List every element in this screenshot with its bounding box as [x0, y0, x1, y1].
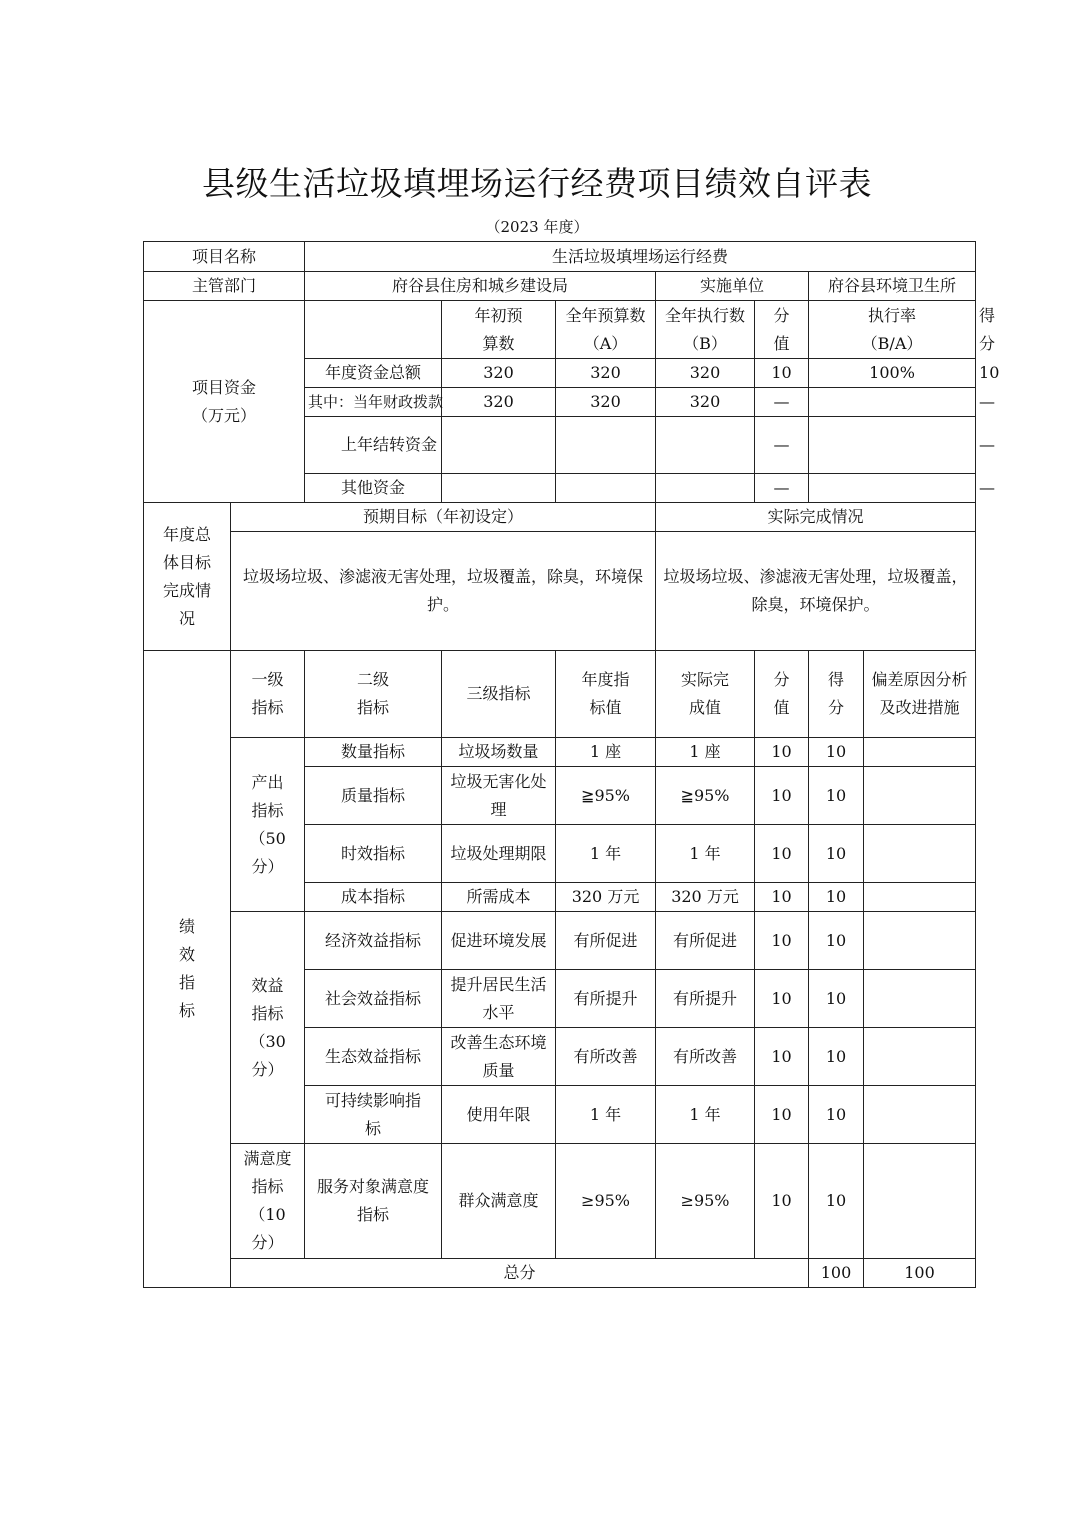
indicator-level2: 服务对象满意度指标	[305, 1144, 442, 1259]
funds-cell: 10	[755, 359, 809, 388]
indicator-level3: 群众满意度	[442, 1144, 556, 1259]
indicator-row	[144, 738, 976, 767]
indicator-actual: 有所提升	[656, 970, 755, 1028]
goals-text-row	[144, 532, 976, 651]
funds-row: 上年结转资金 — —	[144, 417, 976, 474]
indicator-row	[144, 912, 976, 970]
goals-label: 年度总体目标完成情况	[144, 503, 231, 651]
indicator-score: 10	[755, 912, 809, 970]
funds-row: 年度资金总额 320 320 320 10 100% 10	[144, 359, 976, 388]
indicator-level3: 所需成本	[442, 883, 556, 912]
funds-label: 项目资金 （万元）	[144, 301, 305, 503]
unit-label: 实施单位	[656, 272, 809, 301]
indicator-level3: 提升居民生活水平	[442, 970, 556, 1028]
indicator-got: 10	[809, 883, 864, 912]
indicator-note	[864, 912, 976, 970]
department-row	[144, 272, 976, 301]
funds-header-initial: 年初预算数	[442, 301, 556, 359]
indicator-level3: 垃圾处理期限	[442, 825, 556, 883]
goals-actual-text: 垃圾场垃圾、渗滤液无害处理，垃圾覆盖，除臭，环境保护。	[656, 532, 976, 651]
funds-cell	[656, 474, 755, 503]
funds-cell: —	[755, 474, 809, 503]
indicator-level2: 数量指标	[305, 738, 442, 767]
header-got: 得分	[809, 651, 864, 738]
indicator-actual: 1 年	[656, 825, 755, 883]
funds-cell: 320	[656, 359, 755, 388]
indicator-level2: 时效指标	[305, 825, 442, 883]
indicator-note	[864, 1028, 976, 1086]
indicator-note	[864, 738, 976, 767]
indicator-target: 1 年	[556, 1086, 656, 1144]
indicator-row	[144, 1144, 976, 1259]
indicator-got: 10	[809, 912, 864, 970]
funds-cell: 320	[442, 388, 556, 417]
group-label-benefit: 效益指标（30分）	[231, 912, 305, 1144]
goals-header-row	[144, 503, 976, 532]
indicator-level2: 质量指标	[305, 767, 442, 825]
indicator-actual: 1 年	[656, 1086, 755, 1144]
indicator-note	[864, 825, 976, 883]
indicator-note	[864, 1086, 976, 1144]
dept-label: 主管部门	[144, 272, 305, 301]
indicator-target: 有所促进	[556, 912, 656, 970]
funds-cell	[809, 417, 976, 474]
indicator-target: 有所改善	[556, 1028, 656, 1086]
goals-expected-label: 预期目标（年初设定）	[231, 503, 656, 532]
funds-cell: 100%	[809, 359, 976, 388]
indicator-got: 10	[809, 825, 864, 883]
total-score: 100	[809, 1259, 864, 1288]
funds-cell	[656, 417, 755, 474]
goals-expected-text: 垃圾场垃圾、渗滤液无害处理，垃圾覆盖，除臭，环境保护。	[231, 532, 656, 651]
funds-header-annual: 全年预算数（A）	[556, 301, 656, 359]
group-label-satisfaction: 满意度指标（10分）	[231, 1144, 305, 1259]
indicator-score: 10	[755, 1144, 809, 1259]
funds-header-row: 项目资金 （万元） 年初预算数 全年预算数（A） 全年执行数（B） 分值 执行率（B/A） 得分	[144, 301, 976, 359]
indicator-got: 10	[809, 767, 864, 825]
funds-cell	[556, 474, 656, 503]
indicator-target: 1 年	[556, 825, 656, 883]
header-level1: 一级指标	[231, 651, 305, 738]
indicator-target: 有所提升	[556, 970, 656, 1028]
indicator-level3: 垃圾场数量	[442, 738, 556, 767]
project-name-row	[144, 242, 976, 272]
indicator-got: 10	[809, 1086, 864, 1144]
indicator-level3: 改善生态环境质量	[442, 1028, 556, 1086]
funds-row-name: 年度资金总额	[305, 359, 442, 388]
header-score: 分值	[755, 651, 809, 738]
indicator-level2: 生态效益指标	[305, 1028, 442, 1086]
funds-header-rate: 执行率（B/A）	[809, 301, 976, 359]
indicator-score: 10	[755, 883, 809, 912]
indicator-actual: 有所促进	[656, 912, 755, 970]
funds-cell	[556, 417, 656, 474]
page-title: 县级生活垃圾填埋场运行经费项目绩效自评表	[202, 164, 872, 203]
indicator-actual: 1 座	[656, 738, 755, 767]
indicator-actual: 有所改善	[656, 1028, 755, 1086]
indicator-actual: ≥95%	[656, 1144, 755, 1259]
funds-header-blank	[305, 301, 442, 359]
indicator-note	[864, 767, 976, 825]
funds-row: 其中：当年财政拨款 320 320 320 — —	[144, 388, 976, 417]
indicator-actual: 320 万元	[656, 883, 755, 912]
indicator-score: 10	[755, 825, 809, 883]
indicator-target: ≧95%	[556, 767, 656, 825]
indicator-score: 10	[755, 970, 809, 1028]
funds-cell: —	[755, 388, 809, 417]
indicator-level3: 使用年限	[442, 1086, 556, 1144]
indicator-got: 10	[809, 1144, 864, 1259]
indicator-target: ≥95%	[556, 1144, 656, 1259]
indicator-score: 10	[755, 738, 809, 767]
indicator-level2: 成本指标	[305, 883, 442, 912]
funds-cell	[809, 474, 976, 503]
indicator-actual: ≧95%	[656, 767, 755, 825]
total-label: 总分	[231, 1259, 809, 1288]
funds-row-name: 其中：当年财政拨款	[305, 388, 442, 417]
funds-header-score: 分值	[755, 301, 809, 359]
funds-cell	[442, 417, 556, 474]
funds-cell: 320	[442, 359, 556, 388]
funds-row-name: 其他资金	[305, 474, 442, 503]
indicator-score: 10	[755, 767, 809, 825]
indicator-got: 10	[809, 1028, 864, 1086]
indicator-note	[864, 1144, 976, 1259]
group-label-output: 产出指标（50分）	[231, 738, 305, 912]
indicator-level2: 经济效益指标	[305, 912, 442, 970]
project-name-label: 项目名称	[144, 242, 305, 272]
year-label: （2023 年度）	[485, 218, 589, 236]
indicator-got: 10	[809, 970, 864, 1028]
funds-cell: 320	[556, 388, 656, 417]
indicator-score: 10	[755, 1028, 809, 1086]
indicator-target: 1 座	[556, 738, 656, 767]
header-note: 偏差原因分析及改进措施	[864, 651, 976, 738]
total-row	[144, 1259, 976, 1288]
indicator-level3: 垃圾无害化处理	[442, 767, 556, 825]
indicators-label: 绩效指标	[144, 651, 231, 1288]
indicator-score: 10	[755, 1086, 809, 1144]
funds-cell: —	[755, 417, 809, 474]
unit-value: 府谷县环境卫生所	[809, 272, 976, 301]
indicator-got: 10	[809, 738, 864, 767]
funds-cell: 320	[656, 388, 755, 417]
indicator-level3: 促进环境发展	[442, 912, 556, 970]
header-target: 年度指标值	[556, 651, 656, 738]
funds-row: 其他资金 — —	[144, 474, 976, 503]
funds-cell: 320	[556, 359, 656, 388]
project-name-value: 生活垃圾填埋场运行经费	[305, 242, 976, 272]
funds-row-name: 上年结转资金	[305, 417, 442, 474]
header-level3: 三级指标	[442, 651, 556, 738]
total-got: 100	[864, 1259, 976, 1288]
header-level2: 二级指标	[305, 651, 442, 738]
funds-cell	[809, 388, 976, 417]
header-actual: 实际完成值	[656, 651, 755, 738]
goals-actual-label: 实际完成情况	[656, 503, 976, 532]
indicator-target: 320 万元	[556, 883, 656, 912]
indicator-level2: 社会效益指标	[305, 970, 442, 1028]
indicator-note	[864, 883, 976, 912]
funds-cell	[442, 474, 556, 503]
evaluation-table	[143, 241, 1000, 1288]
indicator-level2: 可持续影响指标	[305, 1086, 442, 1144]
funds-header-executed: 全年执行数（B）	[656, 301, 755, 359]
dept-value: 府谷县住房和城乡建设局	[305, 272, 656, 301]
indicators-header-row	[144, 651, 976, 738]
indicator-note	[864, 970, 976, 1028]
